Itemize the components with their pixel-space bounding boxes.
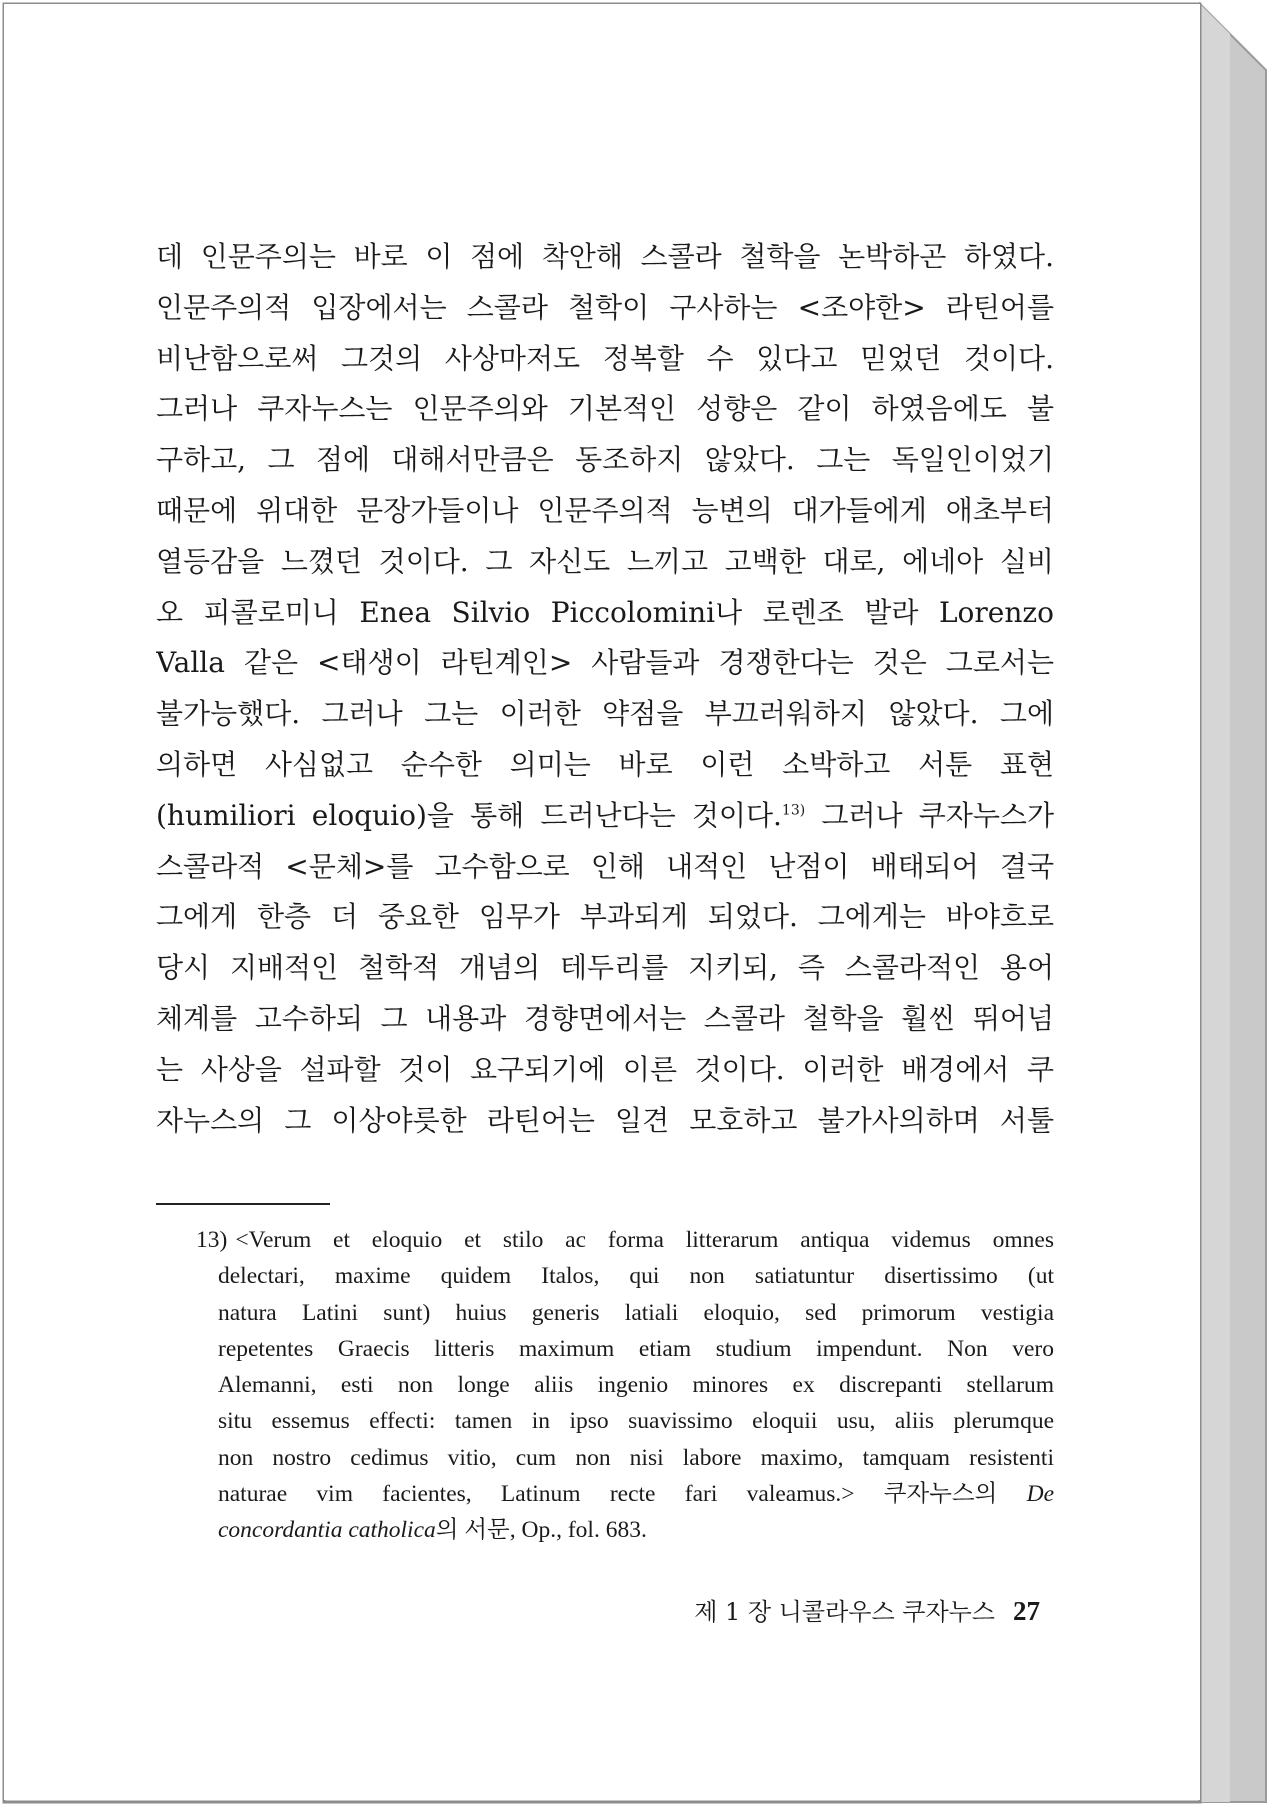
footnote-line: situ essemus effecti: tamen in ipso suavissimo eloquii usu, aliis plerumque [218,1408,1054,1435]
footnote-line: repetentes Graecis litteris maximum etiam studium impendunt. Non vero [218,1335,1054,1362]
body-line: 인문주의적 입장에서는 스콜라 철학이 구사하는 <조야한> 라틴어를 [156,290,1054,324]
body-line: 데 인문주의는 바로 이 점에 착안해 스콜라 철학을 논박하곤 하였다. [156,240,1054,273]
footnote-text: <Verum et eloquio et stilo ac forma litterarum antiqua videmus omnes [235,1227,1054,1253]
body-line: 그에게 한층 더 중요한 임무가 부과되게 되었다. 그에게는 바야흐로 [156,900,1054,934]
body-line: Valla 같은 <태생이 라틴계인> 사람들과 경쟁한다는 것은 그로서는 [156,646,1054,680]
footnote-text: 의 서문, Op., fol. 683. [435,1517,647,1544]
body-line: 비난함으로써 그것의 사상마저도 정복할 수 있다고 믿었던 것이다. [156,341,1054,375]
footnote-line: non nostro cedimus vitio, cum non nisi labore maximo, tamquam resistenti [218,1444,1054,1471]
footnote-title-italic: De [1026,1481,1054,1508]
footnote-number: 13) [196,1227,228,1253]
footnote-line: natura Latini sunt) huius generis latiali eloquio, sed primorum vestigia [218,1299,1054,1326]
body-line: 스콜라적 <문체>를 고수함으로 인해 내적인 난점이 배태되어 결국 [156,849,1054,883]
page-number: 27 [1013,1596,1040,1626]
running-footer [640,1592,1040,1627]
footnote-separator [156,1203,330,1205]
footnote-line [156,1512,1054,1548]
body-line: 자누스의 그 이상야릇한 라틴어는 일견 모호하고 불가사의하며 서툴 [156,1103,1054,1137]
footnote-title-italic: concordantia catholica [218,1517,436,1544]
body-line-part: 그러나 쿠자누스가 [821,798,1054,832]
body-line: 때문에 위대한 문장가들이나 인문주의적 능변의 대가들에게 애초부터 [156,493,1054,527]
body-line-part: (humiliori eloquio)을 통해 드러난다는 것이다. [156,798,782,832]
footnote-13 [156,1222,1054,1549]
body-line: 구하고, 그 점에 대해서만큼은 동조하지 않았다. 그는 독일인이었기 [156,443,1054,477]
body-line: 오 피콜로미니 Enea Silvio Piccolomini나 로렌조 발라 Lorenzo [156,595,1054,629]
body-line: 의하면 사심없고 순수한 의미는 바로 이런 소박하고 서툰 표현 [156,747,1054,781]
body-line: 열등감을 느꼈던 것이다. 그 자신도 느끼고 고백한 대로, 에네아 실비 [156,544,1054,578]
footnote-reference[interactable]: 13) [781,802,806,819]
chapter-title: 제 1 장 니콜라우스 쿠자누스 [694,1598,995,1626]
body-line: 불가능했다. 그러나 그는 이러한 약점을 부끄러워하지 않았다. 그에 [156,697,1054,731]
body-line: 그러나 쿠자누스는 인문주의와 기본적인 성향은 같이 하였음에도 불 [156,392,1054,426]
footnote-line [156,1476,1054,1512]
footnote-line: Alemanni, esti non longe aliis ingenio minores ex discrepanti stellarum [218,1372,1054,1399]
body-line: 당시 지배적인 철학적 개념의 테두리를 지키되, 즉 스콜라적인 용어 [156,951,1054,985]
body-line: 체계를 고수하되 그 내용과 경향면에서는 스콜라 철학을 훨씬 뛰어넘 [156,1001,1054,1035]
footnote-text: naturae vim facientes, Latinum recte fari valeamus.> 쿠자누스의 [218,1481,998,1508]
footnote-line: delectari, maxime quidem Italos, qui non satiatuntur disertissimo (ut [218,1263,1054,1290]
body-line-with-footnote-ref [156,791,1054,842]
body-line: 는 사상을 설파할 것이 요구되기에 이른 것이다. 이러한 배경에서 쿠 [156,1052,1054,1086]
body-text [156,232,1054,1146]
footnote-line [156,1222,1054,1258]
